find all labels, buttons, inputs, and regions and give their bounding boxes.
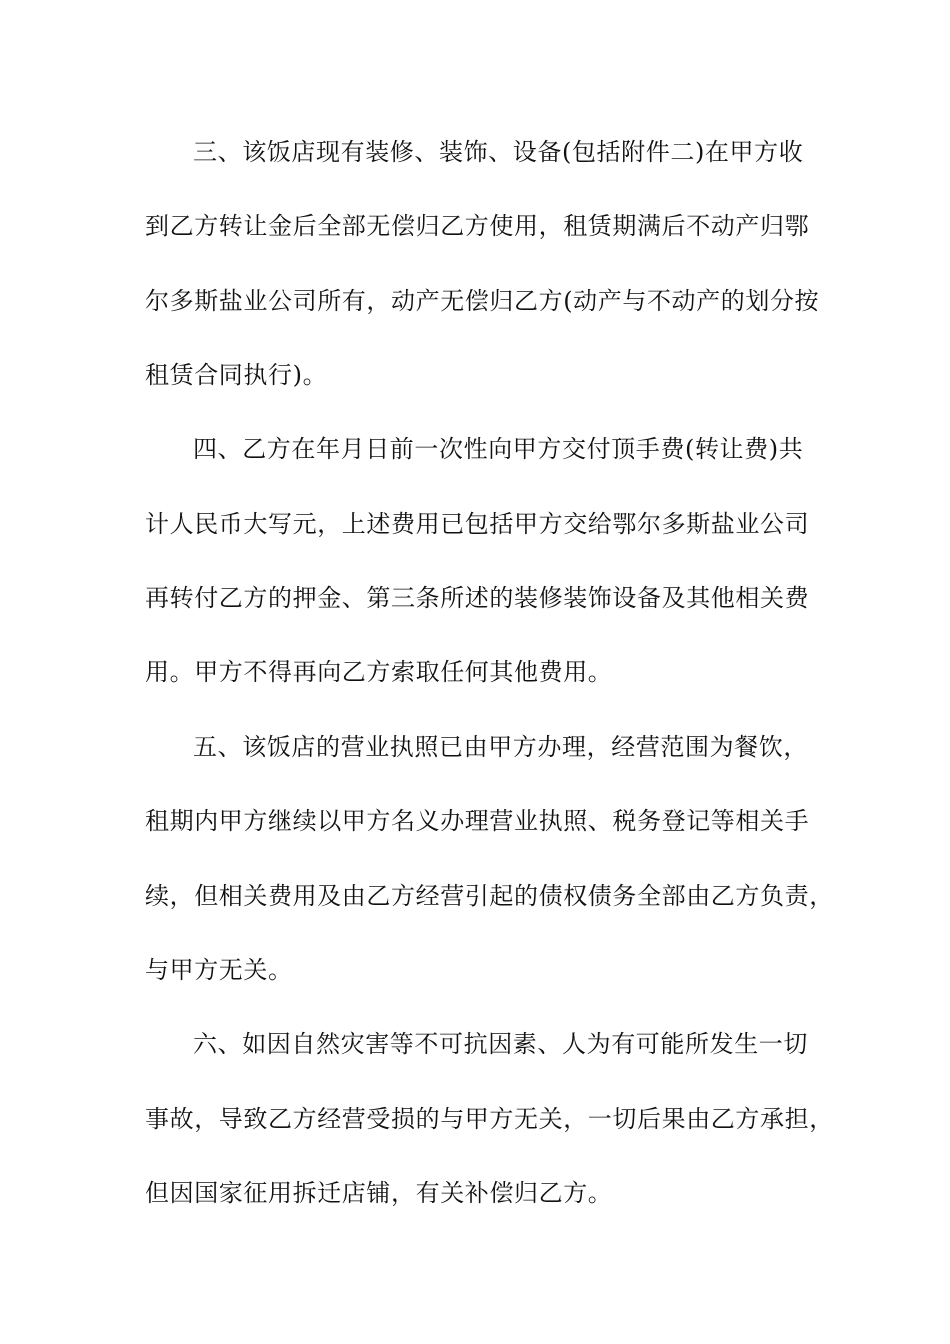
paragraph-line: 事故，导致乙方经营受损的与甲方无关，一切后果由乙方承担， bbox=[145, 1105, 834, 1133]
paragraph-line: 续，但相关费用及由乙方经营引起的债权债务全部由乙方负责， bbox=[145, 882, 834, 910]
paragraph-line: 计人民币大写元，上述费用已包括甲方交给鄂尔多斯盐业公司 bbox=[145, 510, 810, 538]
paragraph-line: 尔多斯盐业公司所有，动产无偿归乙方(动产与不动产的划分按 bbox=[145, 287, 820, 315]
paragraph-line: 六、如因自然灾害等不可抗因素、人为有可能所发生一切 bbox=[193, 1030, 808, 1058]
paragraph-line: 到乙方转让金后全部无偿归乙方使用，租赁期满后不动产归鄂 bbox=[145, 212, 810, 240]
paragraph-line: 租期内甲方继续以甲方名义办理营业执照、税务登记等相关手 bbox=[145, 807, 810, 835]
paragraph-line: 五、该饭店的营业执照已由甲方办理，经营范围为餐饮， bbox=[193, 733, 808, 761]
paragraph-line: 与甲方无关。 bbox=[145, 956, 293, 984]
paragraph-line: 再转付乙方的押金、第三条所述的装修装饰设备及其他相关费 bbox=[145, 584, 810, 612]
paragraph-line: 三、该饭店现有装修、装饰、设备(包括附件二)在甲方收 bbox=[193, 138, 804, 166]
paragraph-line: 四、乙方在年月日前一次性向甲方交付顶手费(转让费)共 bbox=[193, 435, 804, 463]
paragraph-line: 租赁合同执行)。 bbox=[145, 361, 328, 389]
paragraph-line: 用。甲方不得再向乙方索取任何其他费用。 bbox=[145, 658, 613, 686]
paragraph-line: 但因国家征用拆迁店铺，有关补偿归乙方。 bbox=[145, 1179, 613, 1207]
